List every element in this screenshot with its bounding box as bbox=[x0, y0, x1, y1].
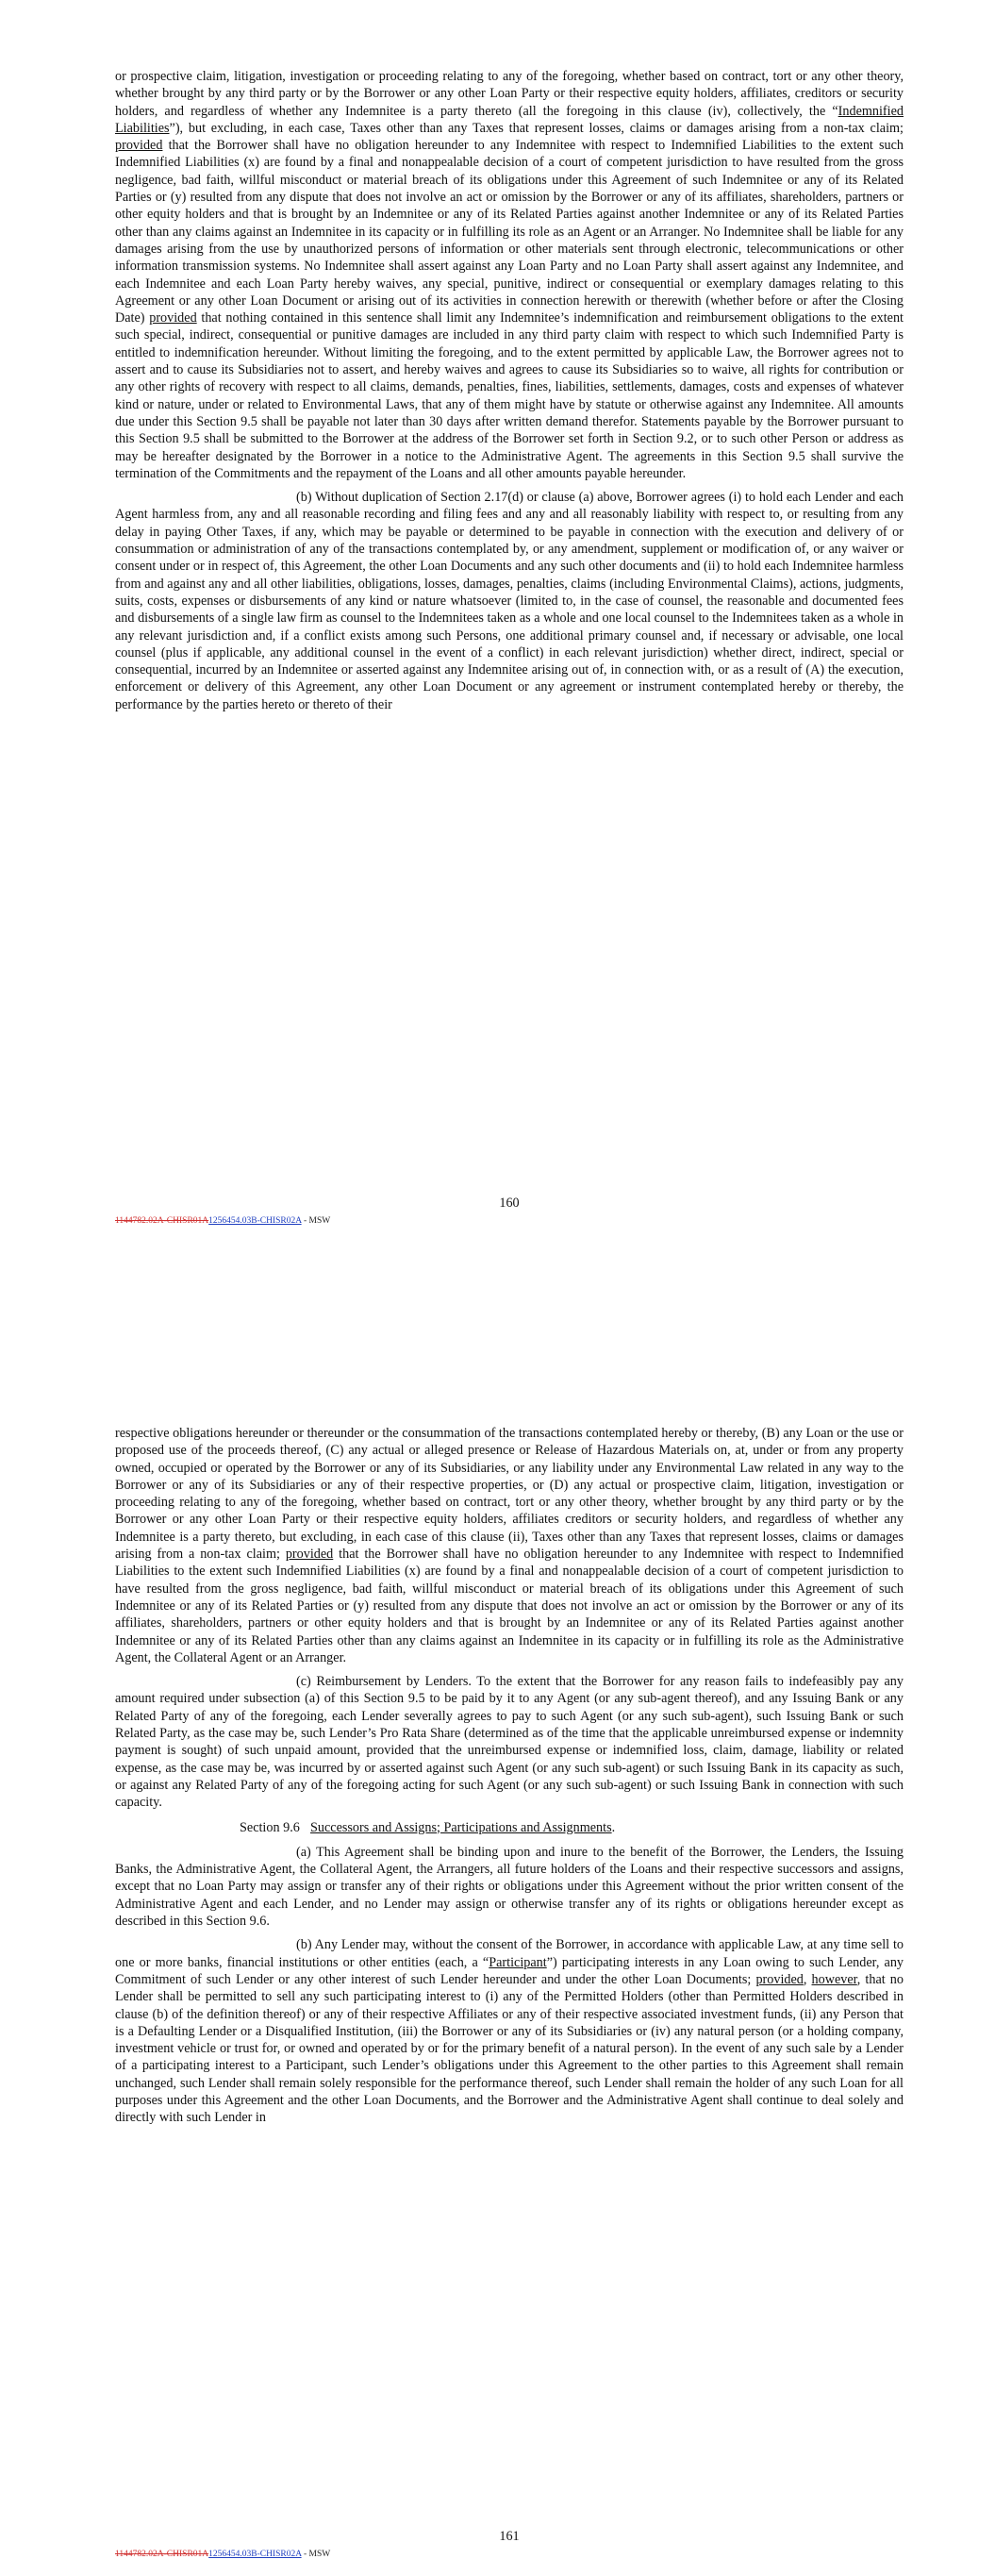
term-provided: provided bbox=[115, 138, 163, 154]
document-page-160 bbox=[115, 68, 904, 1226]
document-footer bbox=[115, 1216, 330, 1226]
page-number: 160 bbox=[499, 1196, 520, 1211]
page-number: 161 bbox=[499, 2529, 520, 2544]
paragraph-indemnification-continued: respective obligations hereunder or thereunder or the consummation of the transactions contemplated hereby or thereby, (B) any Loan or the use or proposed use of the proceeds thereof, (C) any actual or alleged presence or Release of Hazardous Materials on, at, under or from any property owned, occupied or operated by the Borrower or any of its Subsidiaries, or any liability under any Environmental Law related in any way to the Borrower or any of its Subsidiaries or any of their respective properties, or (D) any actual or prospective claim, litigation, investigation or proceeding relating to any of the foregoing, whether based on contract, tort or any other theory, whether brought by any third party or by the Borrower or any other Loan Party or their respective equity holders, affiliates creditors or security holders, and regardless of whether any Indemnitee is a party thereto, but excluding, in each case of this clause (ii), Taxes other than any Taxes that represent losses, claims or damages arising from a non-tax claim; provided that the Borrower shall have no obligation hereunder to any Indemnitee with respect to Indemnified Liabilities to the extent such Indemnified Liabilities (x) are found by a final and nonappealable decision of a court of competent jurisdiction to have resulted from the gross negligence, bad faith, willful misconduct or material breach of its obligations under this Agreement of such Indemnitee or any of its Related Parties or (y) resulted from any dispute that does not involve an act or omission by the Borrower or any of its affiliates, shareholders, partners or other equity holders and that is brought by an Indemnitee or any of its Related Parties against another Indemnitee or any of its Related Parties other than any claims against an Indemnitee in its capacity or in fulfilling its role as the Administrative Agent, the Collateral Agent or an Arranger. bbox=[115, 1426, 904, 1665]
footer-suffix: - MSW bbox=[301, 1216, 331, 1226]
term-however: however bbox=[811, 1971, 857, 1987]
document-footer bbox=[115, 2550, 330, 2559]
paragraph-9-5-b: (b) Without duplication of Section 2.17(d) or clause (a) above, Borrower agrees (i) to hold each Lender and each Agent harmless from, any and all reasonable recording and filing fees and any and all reasonably liability with respect to, or resulting from any delay in paying Other Taxes, if any, which may be payable or determined to be payable in connection with the execution and delivery of or consummation or administration of any of the transactions contemplated by, or any amendment, supplement or modification of, or any waiver or consent under or in respect of, this Agreement, the other Loan Documents and any such other documents and (ii) to hold each Indemnitee harmless from and against any and all other liabilities, obligations, losses, damages, penalties, claims (including Environmental Claims), actions, judgments, suits, costs, expenses or disbursements of any kind or nature whatsoever (limited to, in the case of counsel, the reasonable and documented fees and disbursements of a single law firm as counsel to the Indemnitees taken as a whole and one local counsel to the Indemnitees taken as a whole in any relevant jurisdiction and, if a conflict exists among such Persons, one additional primary counsel and, if necessary or advisable, one local counsel (plus if applicable, any additional counsel in the event of a conflict) in each relevant jurisdiction) whether direct, indirect, special or consequential, incurred by an Indemnitee or asserted against any Indemnitee arising out of, in connection with, or as a result of (A) the execution, enforcement or delivery of this Agreement, any other Loan Document or any agreement or instrument contemplated hereby or thereby, the performance by the parties hereto or thereto of their bbox=[115, 490, 904, 712]
footer-inserted-id: 1256454.03B-CHISR02A bbox=[208, 1216, 302, 1226]
section-title: Successors and Assigns; Participations and Assignments bbox=[310, 1819, 612, 1835]
paragraph-9-5-c: (c) Reimbursement by Lenders. To the extent that the Borrower for any reason fails to indefeasibly pay any amount required under subsection (a) of this Section 9.5 to be paid by it to any Agent (or any sub-agent thereof), and any Issuing Bank or any Related Party of any of the foregoing, each Lender severally agrees to pay to such Agent (or any such sub-agent), such Issuing Bank or such Related Party, as the case may be, such Lender’s Pro Rata Share (determined as of the time that the applicable unreimbursed expense or indemnity payment is sought) of such unpaid amount, provided that the unreimbursed expense or indemnified loss, claim, damage, liability or related expense, as the case may be, was incurred by or asserted against such Agent (or any such sub-agent) or such Issuing Bank in its capacity as such, or against any Related Party of any of the foregoing acting for such Agent (or any such sub-agent) or such Issuing Bank in connection with such capacity. bbox=[115, 1674, 904, 1811]
term-provided: provided bbox=[149, 310, 197, 326]
section-9-6-heading: Section 9.6 Successors and Assigns; Participations and Assignments. bbox=[240, 1819, 616, 1835]
document-page-161 bbox=[115, 1425, 904, 2559]
term-provided: provided bbox=[285, 1547, 334, 1563]
paragraph-9-6-a: (a) This Agreement shall be binding upon and inure to the benefit of the Borrower, the Lenders, the Issuing Banks, the Administrative Agent, the Collateral Agent, the Arrangers, all future holders of the Loans and their respective successors and assigns, except that no Loan Party may assign or transfer any of their rights or obligations under this Agreement without the prior written consent of the Administrative Agent and each Lender, and no Lender may assign or otherwise transfer any of its rights or obligations hereunder except as described in this Section 9.6. bbox=[115, 1844, 904, 1930]
defined-term-participant: Participant bbox=[489, 1954, 547, 1970]
term-provided: provided bbox=[755, 1971, 804, 1987]
paragraph-9-6-b: (b) Any Lender may, without the consent of the Borrower, in accordance with applicable Law, at any time sell to one or more banks, financial institutions or other entities (each, a “Participant”) participating interests in any Loan owing to such Lender, any Commitment of such Lender or any other interest of such Lender hereunder and under the other Loan Documents; provided, however, that no Lender shall be permitted to sell any such participating interest to (i) any of the Permitted Holders (other than Permitted Holders described in clause (b) of the definition thereof) or any of their respective Affiliates or any of their respective associated investment funds, (ii) any Person that is a Defaulting Lender or a Disqualified Institution, (iii) the Borrower or any of its Subsidiaries or (iv) any natural person (or a holding company, investment vehicle or trust for, or owned and operated by or for the primary benefit of a natural person). In the event of any such sale by a Lender of a participating interest to a Participant, such Lender’s obligations under this Agreement to the other parties to this Agreement shall remain unchanged, such Lender shall remain solely responsible for the performance thereof, such Lender shall remain the holder of any such Loan for all purposes under this Agreement and the other Loan Documents, and the Borrower and the Administrative Agent shall continue to deal solely and directly with such Lender in bbox=[115, 1937, 904, 2126]
footer-suffix: - MSW bbox=[301, 2550, 331, 2559]
paragraph-indemnification-continued: or prospective claim, litigation, investigation or proceeding relating to any of the foregoing, whether based on contract, tort or any other theory, whether brought by any third party or by the Borrower or any other Loan Party or their respective equity holders, affiliates, creditors or security holders, and regardless of whether any Indemnitee is a party thereto (all the foregoing in this clause (iv), collectively, the “Indemnified Liabilities”), but excluding, in each case, Taxes other than any Taxes that represent losses, claims or damages arising from a non-tax claim; provided that the Borrower shall have no obligation hereunder to any Indemnitee with respect to Indemnified Liabilities to the extent such Indemnified Liabilities (x) are found by a final and nonappealable decision of a court of competent jurisdiction to have resulted from the gross negligence, bad faith, willful misconduct or material breach of its obligations under this Agreement of such Indemnitee or any of its Related Parties or (y) resulted from any dispute that does not involve an act or omission by the Borrower or any of its affiliates, shareholders, partners or other equity holders and that is brought by an Indemnitee or any of its Related Parties against another Indemnitee or any of its Related Parties other than any claims against an Indemnitee in its capacity or in fulfilling its role as an Agent or an Arranger. No Indemnitee shall be liable for any damages arising from the use by unauthorized persons of information or other materials sent through electronic, telecommunications or other information transmission systems. No Indemnitee shall assert against any Loan Party and no Loan Party shall assert against any Indemnitee, and each Indemnitee and each Loan Party hereby waives, any special, punitive, indirect or consequential or exemplary damages relating to this Agreement or any other Loan Document or arising out of its activities in connection herewith or therewith (whether before or after the Closing Date) provided that nothing contained in this sentence shall limit any Indemnitee’s indemnification and reimbursement obligations to the extent such special, indirect, consequential or punitive damages are included in any third party claim with respect to which such Indemnified Party is entitled to indemnification hereunder. Without limiting the foregoing, and to the extent permitted by applicable Law, the Borrower agrees not to assert and to cause its Subsidiaries not to assert, and hereby waives and agrees to cause its Subsidiaries so to waive, all rights for contribution or any other rights of recovery with respect to all claims, demands, penalties, fines, liabilities, settlements, damages, costs and expenses of whatever kind or nature, under or related to Environmental Laws, that any of them might have by statute or otherwise against any Indemnitee. All amounts due under this Section 9.5 shall be payable not later than 30 days after written demand therefor. Statements payable by the Borrower pursuant to this Section 9.5 shall be submitted to the Borrower at the address of the Borrower set forth in Section 9.2, or to such other Person or address as may be hereafter designated by the Borrower in a notice to the Administrative Agent. The agreements in this Section 9.5 shall survive the termination of the Commitments and the repayment of the Loans and all other amounts payable hereunder. bbox=[115, 69, 904, 481]
footer-inserted-id: 1256454.03B-CHISR02A bbox=[208, 2550, 302, 2559]
section-number: Section 9.6 bbox=[240, 1819, 300, 1835]
footer-deleted-id: 1144782.02A-CHISR01A bbox=[115, 2550, 209, 2559]
footer-deleted-id: 1144782.02A-CHISR01A bbox=[115, 1216, 209, 1226]
defined-term-indemnified-liabilities: Indemnified Liabilities bbox=[115, 103, 904, 136]
